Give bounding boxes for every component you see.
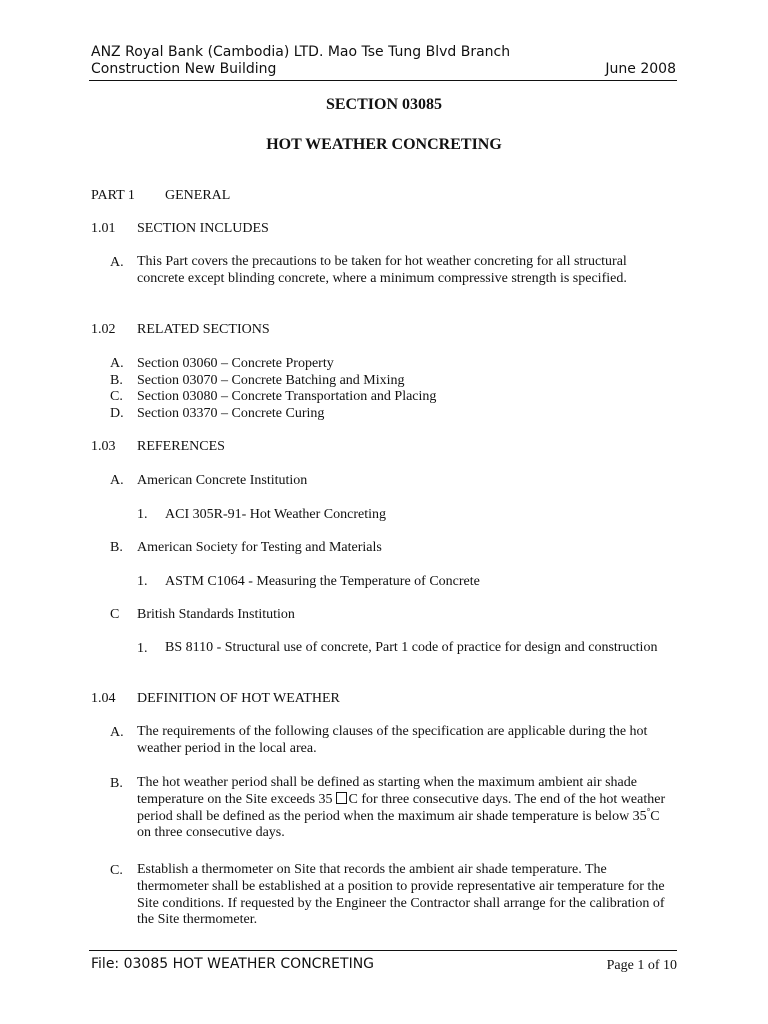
s104-number: 1.04 bbox=[91, 691, 116, 706]
s101-title: SECTION INCLUDES bbox=[137, 221, 269, 236]
s103-c-letter: C bbox=[110, 607, 120, 622]
s104-b-text-2: C for three consecutive days. The end of the hot weather period shall be defined as the period when the maximum air shade temperature is below 35 bbox=[137, 791, 666, 824]
s102-item-text: Section 03060 – Concrete Property bbox=[137, 356, 334, 371]
s102-item-letter: A. bbox=[110, 356, 124, 371]
s104-b-paragraph bbox=[137, 775, 677, 842]
part-title: GENERAL bbox=[165, 188, 231, 203]
s104-b-text-3: C on three consecutive days. bbox=[137, 808, 660, 841]
section-number: SECTION 03085 bbox=[325, 96, 443, 113]
s104-b-text-1: The hot weather period shall be defined as starting when the maximum ambient air shade temperature on the Site exceeds 35 bbox=[137, 775, 637, 807]
s103-number: 1.03 bbox=[91, 439, 116, 454]
s104-a-letter: A. bbox=[110, 725, 124, 740]
s103-a-sub-number: 1. bbox=[137, 507, 148, 522]
s102-title: RELATED SECTIONS bbox=[137, 322, 270, 337]
footer-file: File: 03085 HOT WEATHER CONCRETING bbox=[91, 956, 375, 972]
s102-item-text: Section 03370 – Concrete Curing bbox=[137, 406, 325, 421]
s104-b-letter: B. bbox=[110, 776, 123, 791]
s103-b-sub-text: ASTM C1064 - Measuring the Temperature of Concrete bbox=[165, 574, 480, 589]
part-number: PART 1 bbox=[91, 188, 135, 203]
s103-a-text: American Concrete Institution bbox=[137, 473, 308, 488]
s102-item-text: Section 03070 – Concrete Batching and Mixing bbox=[137, 373, 405, 388]
degree-symbol: ° bbox=[646, 805, 651, 816]
s103-b-letter: B. bbox=[110, 540, 123, 555]
s101-a-letter: A. bbox=[110, 255, 124, 270]
s102-item-text: Section 03080 – Concrete Transportation and Placing bbox=[137, 389, 437, 404]
s101-number: 1.01 bbox=[91, 221, 116, 236]
s101-a-text: This Part covers the precautions to be taken for hot weather concreting for all structural concrete except blinding concrete, where a minimum compressive strength is specified. bbox=[137, 254, 627, 286]
missing-glyph-box bbox=[336, 792, 347, 804]
s102-item-letter: D. bbox=[110, 406, 124, 421]
section-title: HOT WEATHER CONCRETING bbox=[266, 136, 502, 153]
header-company: ANZ Royal Bank (Cambodia) LTD. Mao Tse Tung Blvd Branch bbox=[91, 44, 511, 60]
s103-b-text: American Society for Testing and Materials bbox=[137, 540, 382, 555]
s103-c-sub-text: BS 8110 - Structural use of concrete, Part 1 code of practice for design and construction bbox=[165, 640, 658, 655]
header-rule bbox=[89, 80, 677, 81]
footer-page: Page 1 of 10 bbox=[606, 958, 677, 973]
s103-a-sub-text: ACI 305R-91- Hot Weather Concreting bbox=[165, 507, 387, 522]
s102-item-letter: C. bbox=[110, 389, 123, 404]
header-project: Construction New Building bbox=[91, 61, 277, 77]
s103-c-sub-number: 1. bbox=[137, 641, 148, 656]
s102-number: 1.02 bbox=[91, 322, 116, 337]
s103-c-text: British Standards Institution bbox=[137, 607, 295, 622]
s103-b-sub-number: 1. bbox=[137, 574, 148, 589]
footer-rule bbox=[89, 950, 677, 951]
s104-c-letter: C. bbox=[110, 863, 123, 878]
s102-item-letter: B. bbox=[110, 373, 123, 388]
s103-a-letter: A. bbox=[110, 473, 124, 488]
s104-a-text: The requirements of the following clauses of the specification are applicable during the hot weather period in the local area. bbox=[137, 724, 648, 756]
header-date: June 2008 bbox=[605, 61, 676, 77]
s104-title: DEFINITION OF HOT WEATHER bbox=[137, 691, 340, 706]
s104-c-text: Establish a thermometer on Site that records the ambient air shade temperature. The thermometer shall be established at a position to provide representative air temperature for the Site conditions. If requested by the Engineer the Contractor shall arrange for the calibration of the Site thermometer. bbox=[137, 862, 665, 928]
s103-title: REFERENCES bbox=[137, 439, 225, 454]
